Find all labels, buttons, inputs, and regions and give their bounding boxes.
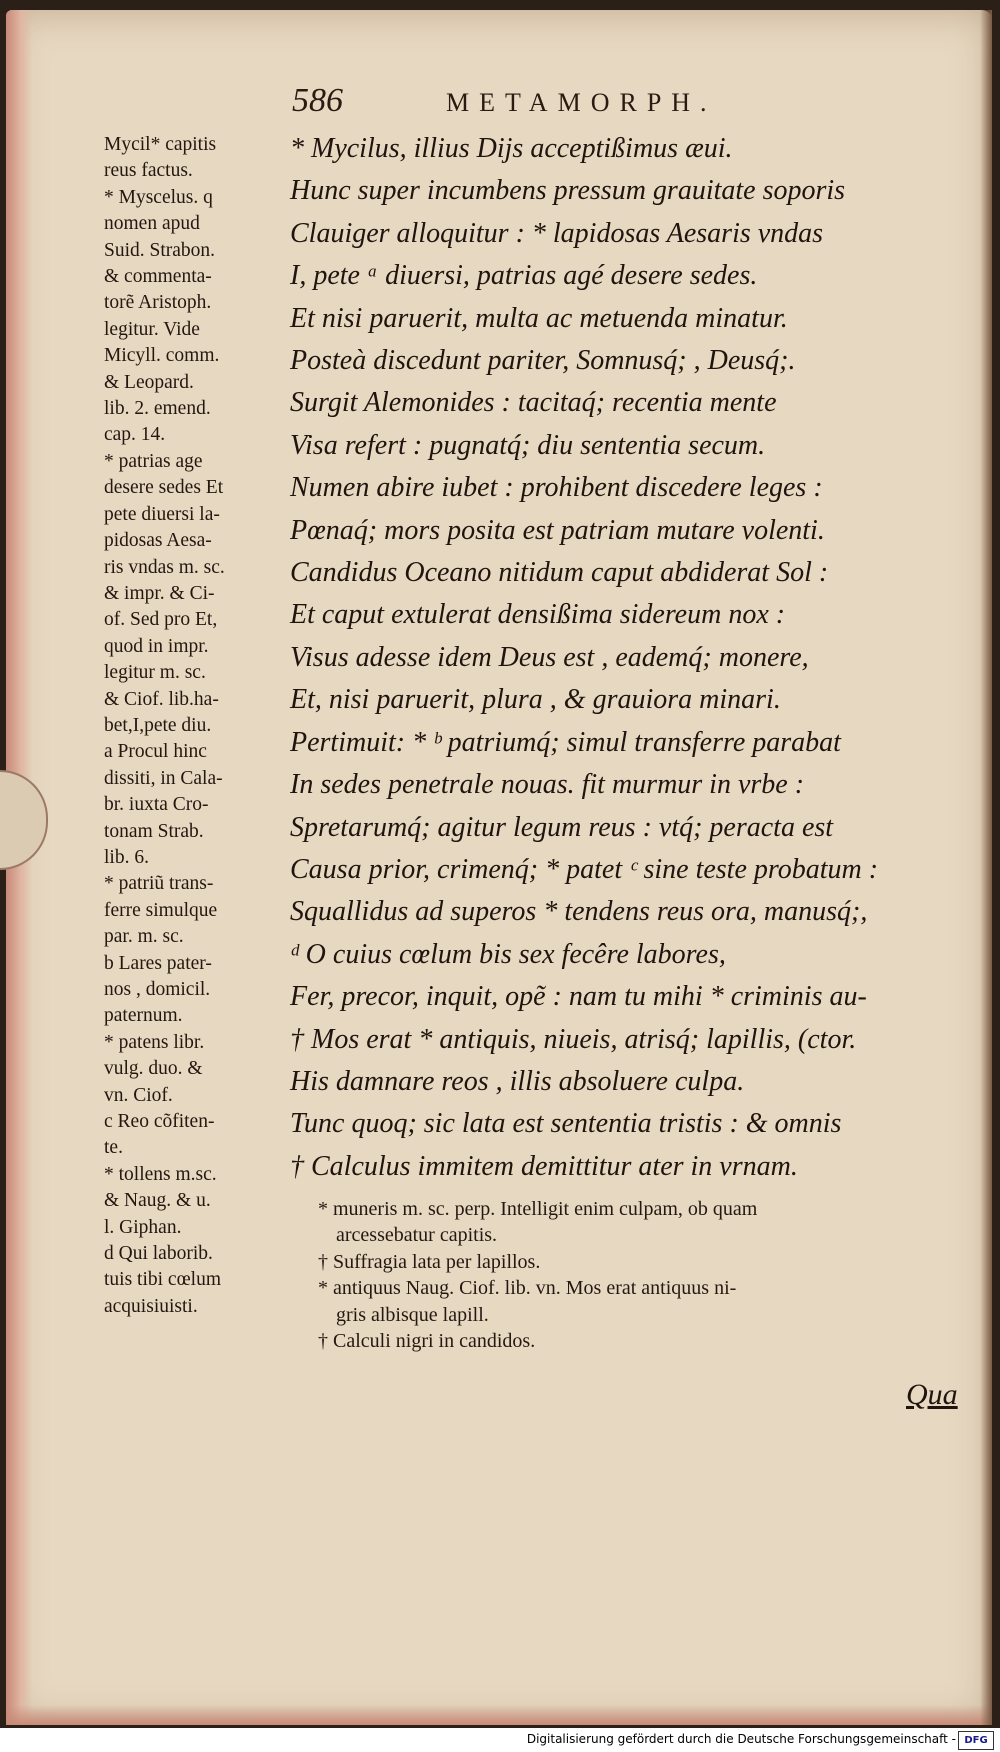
page-number: 586 [292,82,343,119]
margin-note-line: d Qui laborib. [104,1243,213,1265]
margin-notes-column [104,132,304,1320]
footnotes-block [318,1196,968,1354]
verse-line: Pertimuit: * ᵇ patriumq́; simul transferre parabat [290,726,841,758]
verse-line: Posteà discedunt pariter, Somnusq́; , Deusq́;. [290,345,796,377]
margin-note-line: paternum. [104,1005,183,1027]
footnote-line: † Suffragia lata per lapillos. [318,1250,541,1273]
verse-line: Visus adesse idem Deus est , eademq́; monere, [290,641,809,673]
margin-note-line: a Procul hinc [104,741,207,763]
verse-line: ᵈ O cuius cœlum bis sex fecêre labores, [290,938,726,970]
margin-note-line: nos , domicil. [104,979,211,1000]
verse-line: His damnare reos , illis absoluere culpa. [290,1065,745,1097]
margin-note-line: par. m. sc. [104,926,184,948]
margin-note-line: * tollens m.sc. [104,1163,217,1185]
verse-line: Pœnaq́; mors posita est patriam mutare volenti. [290,514,825,546]
margin-note-line: te. [104,1137,123,1159]
margin-note-line: cap. 14. [104,424,166,446]
margin-note-line: * patrias age [104,450,203,472]
margin-note-line: lib. 6. [104,846,149,868]
verse-line: Et nisi paruerit, multa ac metuenda minatur. [290,302,788,334]
margin-note-line: legitur m. sc. [104,662,206,684]
margin-note-line: & impr. & Ci- [104,582,215,604]
margin-note-line: desere sedes Et [104,477,224,499]
margin-note-line: ferre simulque [104,899,218,921]
verse-line: Tunc quoq; sic lata est sententia tristis : & omnis [290,1108,842,1140]
margin-note-line: pidosas Aesa- [104,530,212,552]
margin-note-line: & commenta- [104,266,212,288]
margin-note-line: acquisiuisti. [104,1295,198,1317]
margin-note-line: br. iuxta Cro- [104,794,209,816]
binding-clasp [0,770,48,870]
margin-note-line: dissiti, in Cala- [104,767,223,789]
margin-note-line: c Reo cõfiten- [104,1111,215,1133]
margin-note-line: * patens libr. [104,1031,205,1053]
margin-note-line: reus factus. [104,160,193,182]
margin-note-line: * patriũ trans- [104,873,214,895]
verse-line: † Mos erat * antiquis, niueis, atrisq́; lapillis, (ctor. [290,1023,857,1055]
margin-note-line: torẽ Aristoph. [104,292,212,314]
margin-note-line: pete diuersi la- [104,503,220,525]
page-right-shadow [980,10,992,1725]
page-bottom-edge [6,1705,992,1725]
margin-note-line: & Ciof. lib.ha- [104,688,219,710]
verse-line: * Mycilus, illius Dijs acceptißimus æui. [290,133,733,164]
margin-note-line: Suid. Strabon. [104,239,216,261]
verse-line: Squallidus ad superos * tendens reus ora, manusq́;, [290,896,868,928]
margin-note-line: legitur. Vide [104,318,200,340]
verse-line: Surgit Alemonides : tacitaq́; recentia mente [290,387,777,419]
verse-line: Visa refert : pugnatq́; diu sententia secum. [290,429,766,461]
margin-note-line: b Lares pater- [104,952,212,974]
verse-line: Numen abire iubet : prohibent discedere leges : [290,472,823,504]
verse-line: Candidus Oceano nitidum caput abdiderat Sol : [290,557,829,589]
running-head: METAMORPH. [446,88,717,117]
margin-note-line: lib. 2. emend. [104,398,211,420]
margin-note-line: quod in impr. [104,635,209,657]
verse-line: † Calculus immitem demittitur ater in vrnam. [290,1150,798,1182]
verse-line: Causa prior, crimenq́; * patet ᶜ sine teste probatum : [290,853,879,885]
margin-note-line: vn. Ciof. [104,1084,173,1106]
dfg-logo-icon: DFG [958,1731,994,1750]
margin-note-line: tonam Strab. [104,820,204,842]
verse-line: In sedes penetrale nouas. fit murmur in vrbe : [290,769,805,801]
margin-note-line: & Naug. & u. [104,1190,211,1212]
footnote-line: gris albisque lapill. [336,1303,489,1326]
verse-line: Hunc super incumbens pressum grauitate soporis [290,175,846,207]
verse-line: Fer, precor, inquit, opẽ : nam tu mihi * criminis au- [290,981,867,1013]
margin-note-line: vulg. duo. & [104,1058,203,1080]
margin-note-line: bet,I,pete diu. [104,714,212,736]
margin-note-line: Micyll. comm. [104,345,220,367]
catchword: Qua [906,1378,958,1411]
verse-text-block [290,128,970,1188]
margin-note-line: & Leopard. [104,371,194,393]
margin-note-line: nomen apud [104,213,200,235]
footnote-line: * muneris m. sc. perp. Intelligit enim culpam, ob quam [318,1198,758,1220]
footnote-line: † Calculi nigri in candidos. [318,1330,536,1353]
margin-note-line: tuis tibi cœlum [104,1269,221,1291]
verse-line: Clauiger alloquitur : * lapidosas Aesaris vndas [290,217,824,249]
verse-line: Et, nisi paruerit, plura , & grauiora minari. [290,684,781,716]
margin-note-line: * Myscelus. q [104,186,213,208]
margin-note-line: l. Giphan. [104,1216,182,1238]
digitization-footer [0,1728,1000,1752]
funding-credit: Digitalisierung gefördert durch die Deutsche Forschungsgemeinschaft - [526,1732,956,1746]
verse-line: Spretarumq́; agitur legum reus : vtq́; peracta est [290,811,834,843]
page-header [6,82,992,122]
margin-note-line: ris vndas m. sc. [104,556,225,578]
footnote-line: arcessebatur capitis. [336,1224,498,1247]
margin-note-line: Mycil* capitis [104,134,217,155]
margin-note-line: of. Sed pro Et, [104,609,218,631]
verse-line: I, pete ᵃ diuersi, patrias agé desere sedes. [290,260,758,292]
footnote-line: * antiquus Naug. Ciof. lib. vn. Mos erat antiquus ni- [318,1277,737,1300]
verse-line: Et caput extulerat densißima sidereum nox : [290,599,786,631]
